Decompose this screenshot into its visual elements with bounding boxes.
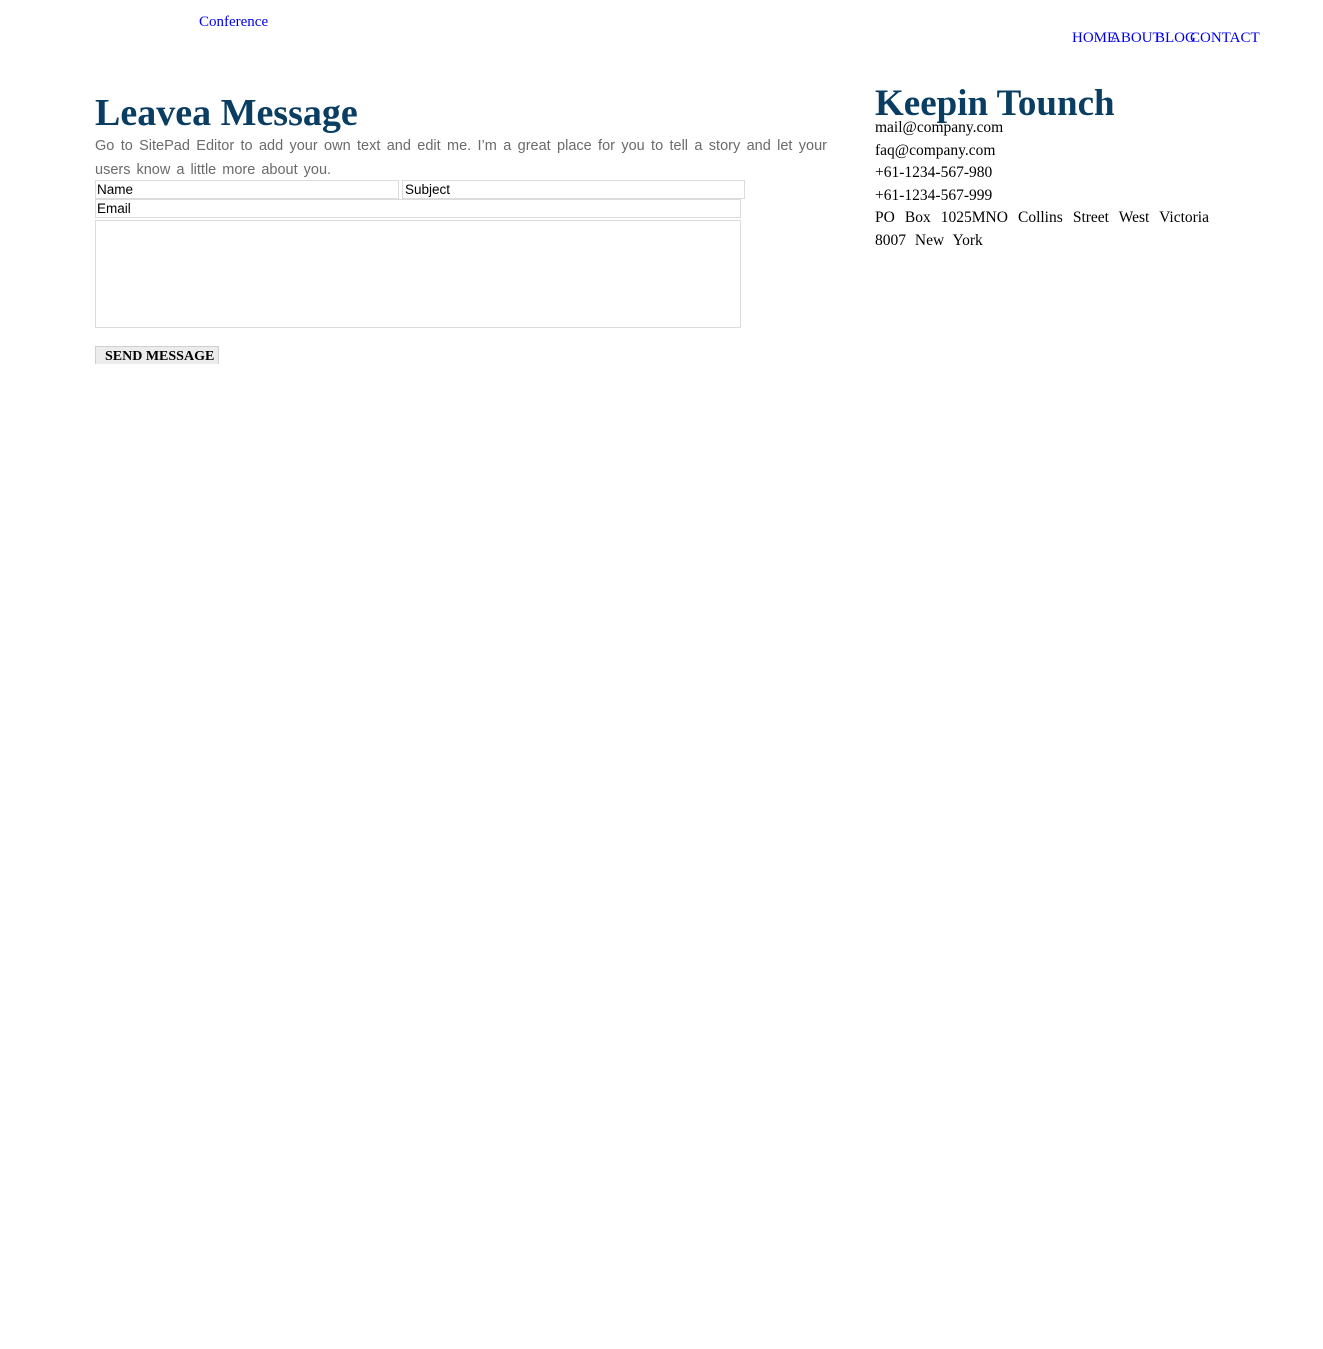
brand-link[interactable]: Conference bbox=[199, 14, 269, 30]
contact-email-faq: faq@company.com bbox=[875, 141, 996, 159]
subject-input[interactable] bbox=[402, 180, 745, 199]
contact-phone-primary: +61-1234-567-980 bbox=[875, 164, 993, 181]
email-input[interactable] bbox=[95, 199, 741, 218]
leave-message-description: Go to SitePad Editor to add your own text and edit me. I’m a great place for you to tell a story and let your users know a little more about you. bbox=[95, 138, 827, 178]
keep-in-touch-title: Keepin Tounch bbox=[875, 83, 1115, 124]
nav-home[interactable]: HOME bbox=[1072, 30, 1117, 46]
leave-message-title: Leavea Message bbox=[95, 92, 358, 134]
contact-info-list bbox=[875, 117, 1209, 252]
contact-phone-secondary: +61-1234-567-999 bbox=[875, 186, 993, 204]
message-textarea[interactable] bbox=[95, 220, 741, 328]
nav-blog[interactable]: BLOG bbox=[1155, 30, 1196, 46]
nav-about[interactable]: ABOUT bbox=[1110, 30, 1162, 46]
contact-address: PO Box 1025MNO Collins Street West Victoria 8007 New York bbox=[875, 209, 1209, 249]
contact-email-primary: mail@company.com bbox=[875, 119, 1004, 136]
send-message-button[interactable]: SEND MESSAGE bbox=[95, 346, 219, 364]
main-nav bbox=[1072, 29, 1272, 47]
nav-contact[interactable]: CONTACT bbox=[1190, 30, 1260, 46]
name-input[interactable] bbox=[95, 180, 399, 199]
